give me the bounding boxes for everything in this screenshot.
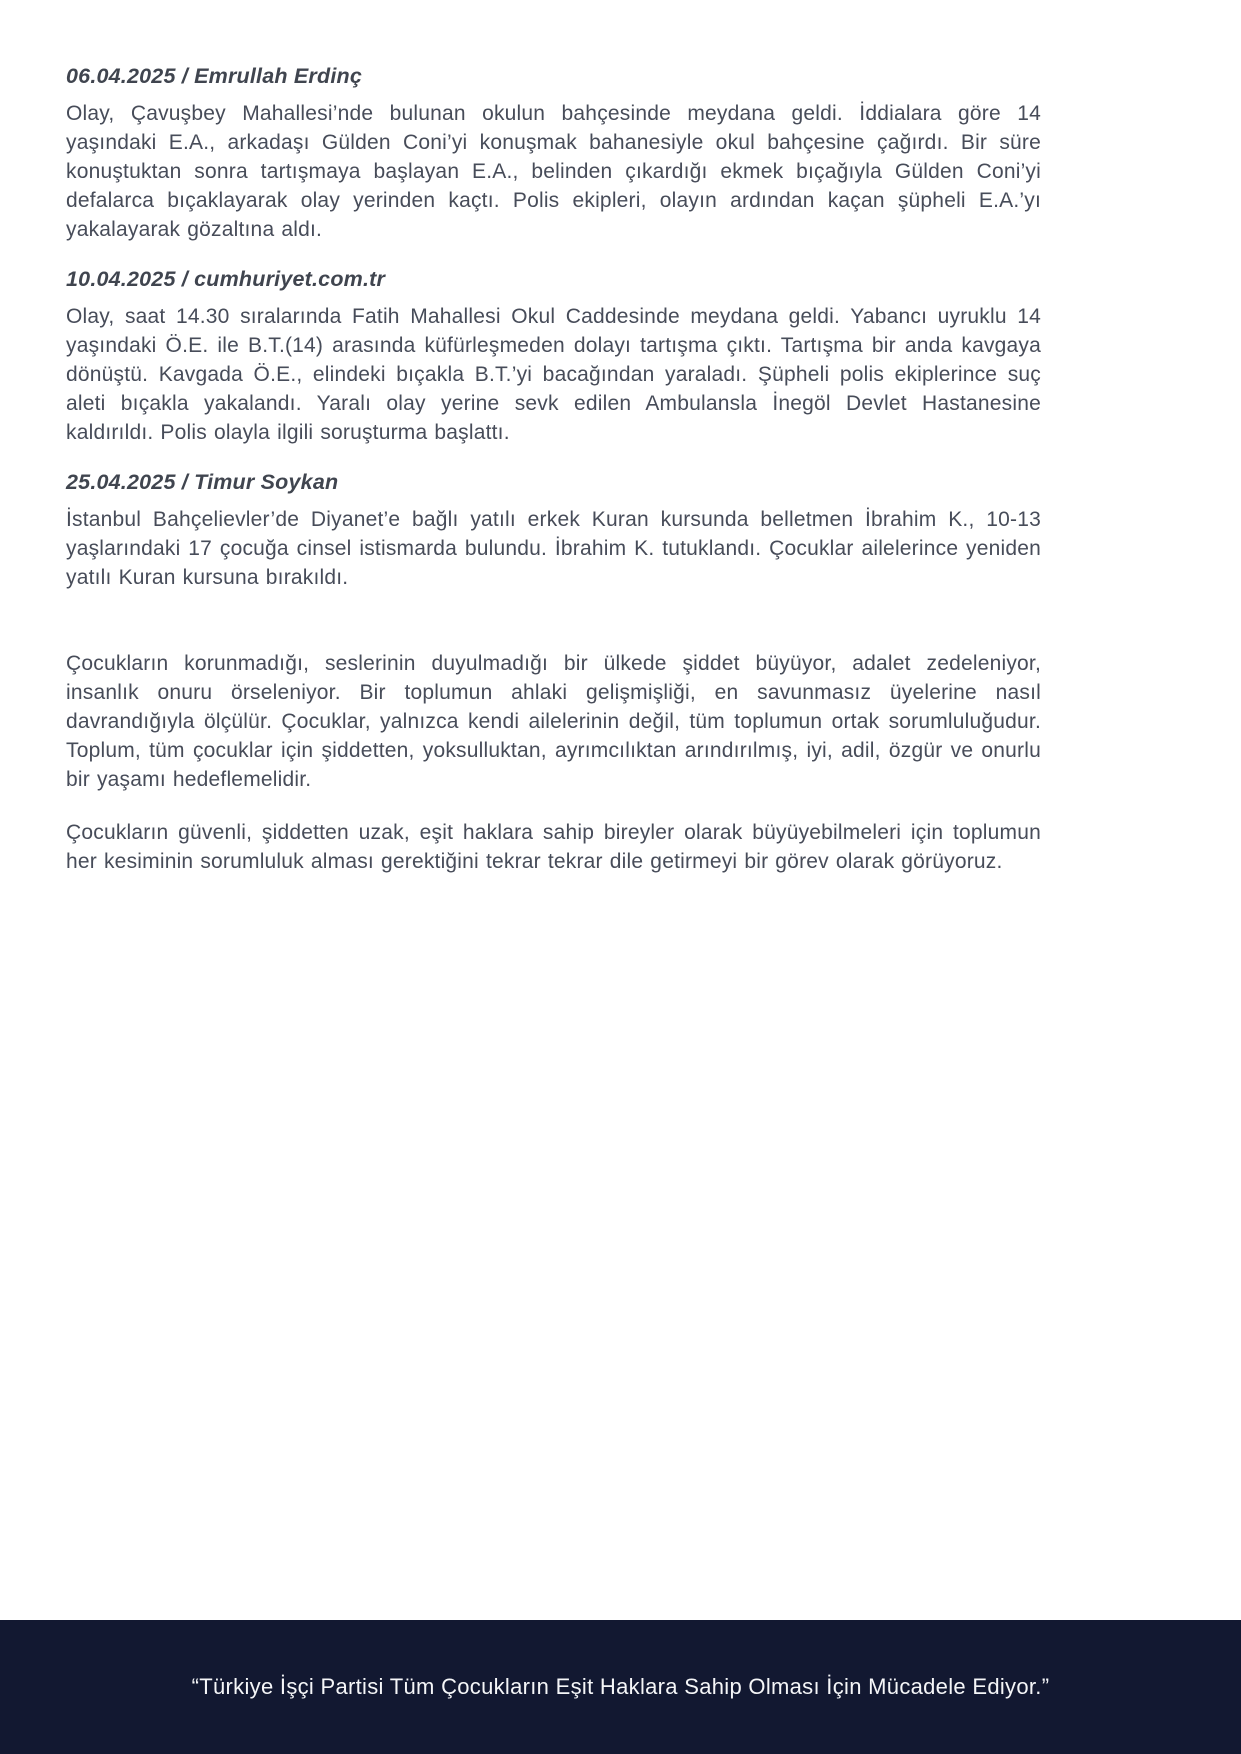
section-body-2: Olay, saat 14.30 sıralarında Fatih Mahallesi Okul Caddesinde meydana geldi. Yabancı uyruklu 14 yaşındaki Ö.E. ile B.T.(14) arasında küfürleşmeden dolayı tartışma çıktı. Tartışma bir anda kavgaya dönüştü. Kavgada Ö.E., elindeki bıçakla B.T.’yi bacağından yaraladı. Şüpheli polis ekiplerince suç aleti bıçakla yakalandı. Yaralı olay yerine sevk edilen Ambulansla İnegöl Devlet Hastanesine kaldırıldı. Polis olayla ilgili soruşturma başlattı. bbox=[66, 305, 1041, 444]
closing-paragraph-1: Çocukların korunmadığı, seslerinin duyulmadığı bir ülkede şiddet büyüyor, adalet zedeleniyor, insanlık onuru örseleniyor. Bir toplumun ahlaki gelişmişliği, en savunmasız üyelerine nasıl davrandığıyla ölçülür. Çocuklar, yalnızca kendi ailelerinin değil, tüm toplumun ortak sorumluluğudur. Toplum, tüm çocuklar için şiddetten, yoksulluktan, ayrımcılıktan arındırılmış, iyi, adil, özgür ve onurlu bir yaşamı hedeflemelidir. bbox=[66, 652, 1041, 791]
footer-banner bbox=[0, 1620, 1241, 1754]
section-body-1: Olay, Çavuşbey Mahallesi’nde bulunan okulun bahçesinde meydana geldi. İddialara göre 14 yaşındaki E.A., arkadaşı Gülden Coni’yi konuşmak bahanesiyle okul bahçesine çağırdı. Bir süre konuştuktan sonra tartışmaya başlayan E.A., belinden çıkardığı ekmek bıçağıyla Gülden Coni’yi defalarca bıçaklayarak olay yerinden kaçtı. Polis ekipleri, olayın ardından kaçan şüpheli E.A.’yı yakalayarak gözaltına aldı. bbox=[66, 102, 1041, 241]
section-body-3: İstanbul Bahçelievler’de Diyanet’e bağlı yatılı erkek Kuran kursunda belletmen İbrahim K., 10-13 yaşlarındaki 17 çocuğa cinsel istismarda bulundu. İbrahim K. tutuklandı. Çocuklar ailelerince yeniden yatılı Kuran kursuna bırakıldı. bbox=[66, 508, 1041, 589]
section-heading-3: 25.04.2025 / Timur Soykan bbox=[66, 470, 339, 494]
section-heading-1: 06.04.2025 / Emrullah Erdinç bbox=[66, 64, 362, 88]
section-heading-2: 10.04.2025 / cumhuriyet.com.tr bbox=[66, 267, 386, 291]
news-section-2 bbox=[66, 267, 1041, 447]
news-section-1 bbox=[66, 64, 1041, 244]
news-section-3 bbox=[66, 470, 1041, 592]
closing-block bbox=[66, 649, 1041, 876]
content-area bbox=[0, 0, 1241, 876]
footer-quote: “Türkiye İşçi Partisi Tüm Çocukların Eşit Haklara Sahip Olması İçin Mücadele Ediyor.” bbox=[191, 1674, 1050, 1699]
closing-paragraph-2: Çocukların güvenli, şiddetten uzak, eşit haklara sahip bireyler olarak büyüyebilmeleri için toplumun her kesiminin sorumluluk alması gerektiğini tekrar tekrar dile getirmeyi bir görev olarak görüyoruz. bbox=[66, 821, 1041, 873]
